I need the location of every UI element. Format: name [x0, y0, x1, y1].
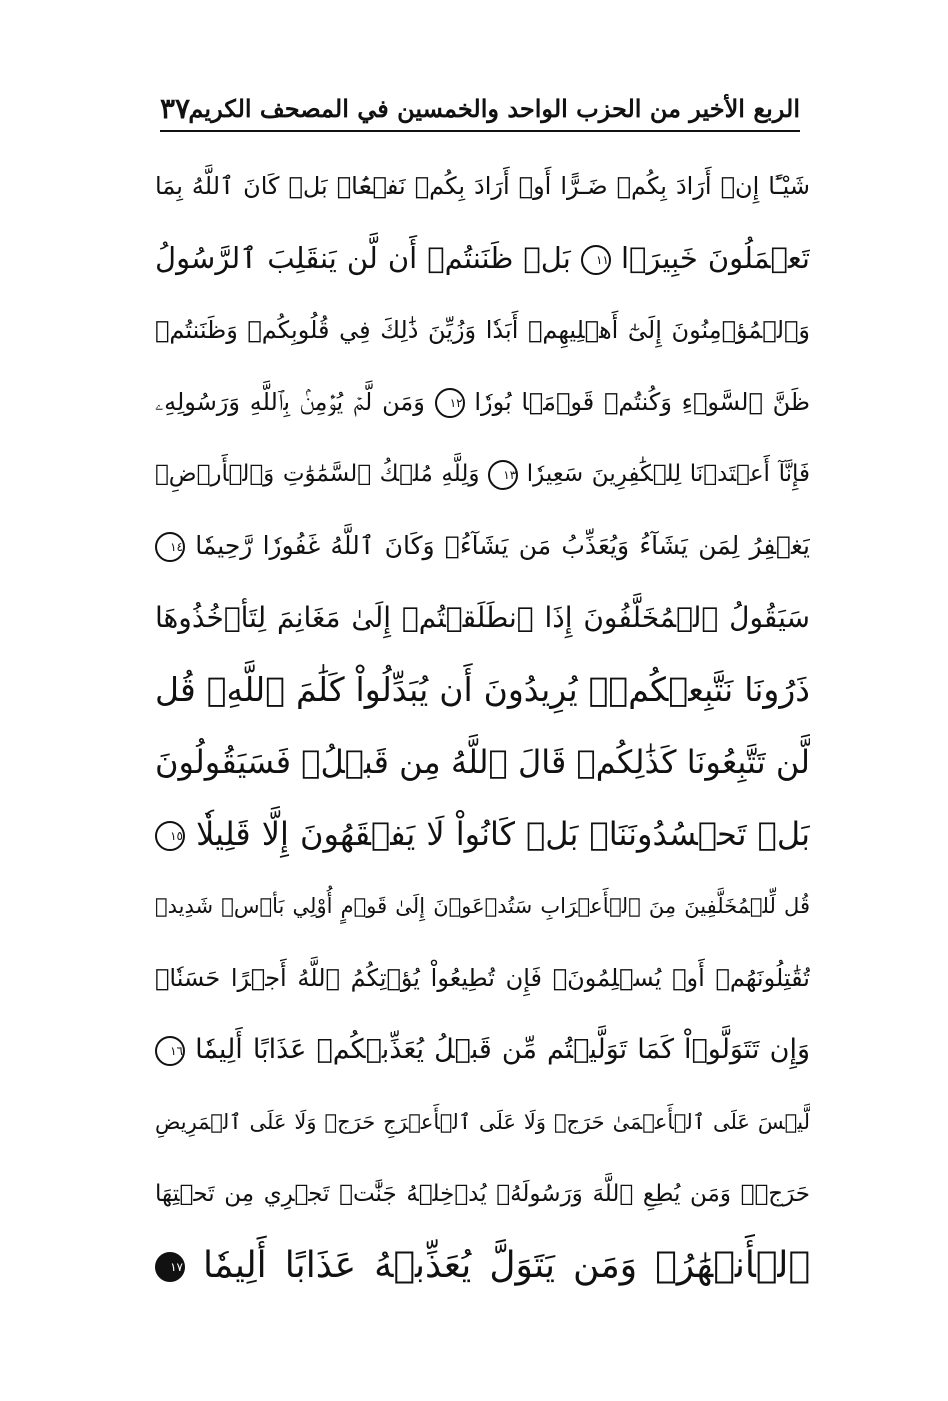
verse-text: وَمَن لَّمۡ يُؤۡمِنۢ بِٱللَّهِ وَرَسُولِهِۦ	[155, 388, 425, 416]
verse-text: وَٱلۡمُؤۡمِنُونَ إِلَىٰٓ أَهۡلِيهِمۡ أَبَدٗا وَزُيِّنَ ذَٰلِكَ فِي قُلُوبِكُمۡ وَظَنَنتُمۡ	[155, 316, 810, 344]
verse-line	[155, 294, 810, 366]
verse-line	[155, 150, 810, 222]
verse-text: ظَنَّ ٱلسَّوۡءِ وَكُنتُمۡ قَوۡمَۢا بُورٗا	[474, 388, 810, 416]
verse-line	[155, 222, 810, 294]
verse-text: شَيْـًٔا إِنۡ أَرَادَ بِكُمۡ ضَـرًّا أَوۡ أَرَادَ بِكُمۡ نَفۡعَۢاۚ بَلۡ كَانَ ٱللَّهُ بِمَا	[155, 172, 810, 200]
verse-line	[155, 510, 810, 582]
verse-line	[155, 366, 810, 438]
verse-line	[155, 1086, 810, 1158]
verse-text: تَعۡمَلُونَ خَبِيرَۢا	[620, 241, 810, 275]
quran-text-body	[155, 150, 810, 1302]
verse-line	[155, 1230, 810, 1302]
verse-text: بَلۡ ظَنَنتُمۡ أَن لَّن يَنقَلِبَ ٱلرَّسُولُ	[155, 241, 571, 275]
verse-text: حَرَجٞۗ وَمَن يُطِعِ ٱللَّهَ وَرَسُولَهُۥ يُدۡخِلۡهُ جَنَّٰتٖ تَجۡرِي مِن تَحۡتِهَا	[155, 1181, 810, 1207]
verse-line	[155, 870, 810, 942]
verse-text: ٱلۡأَنۡهَٰرُۖ وَمَن يَتَوَلَّ يُعَذِّبۡهُ عَذَابًا أَلِيمٗا	[203, 1245, 810, 1286]
verse-line	[155, 798, 810, 870]
ayah-number-marker: ١٥	[155, 821, 185, 851]
verse-line	[155, 654, 810, 726]
verse-text: بَلۡ تَحۡسُدُونَنَاۚ بَلۡ كَانُواْ لَا يَفۡقَهُونَ إِلَّا قَلِيلٗا	[196, 815, 810, 853]
verse-text: وَلِلَّهِ مُلۡكُ ٱلسَّمَٰوَٰتِ وَٱلۡأَرۡضِۚ	[155, 461, 480, 487]
ayah-number-marker: ١٤	[155, 532, 185, 562]
ayah-number-marker: ١١	[581, 245, 611, 275]
verse-text: لَّن تَتَّبِعُونَا كَذَٰلِكُمۡ قَالَ ٱللَّهُ مِن قَبۡلُۖ فَسَيَقُولُونَ	[155, 743, 810, 781]
verse-line	[155, 438, 810, 510]
ayah-number-marker: ١٢	[435, 388, 465, 418]
verse-text: قُل لِّلۡمُخَلَّفِينَ مِنَ ٱلۡأَعۡرَابِ سَتُدۡعَوۡنَ إِلَىٰ قَوۡمٍ أُوْلِي بَأۡسٖ شَدِيدٖ	[155, 894, 810, 918]
header-divider	[160, 130, 800, 132]
verse-text: يَغۡفِرُ لِمَن يَشَآءُ وَيُعَذِّبُ مَن يَشَآءُۚ وَكَانَ ٱللَّهُ غَفُورٗا رَّحِيمٗا	[195, 531, 810, 560]
verse-text: فَإِنَّآ أَعۡتَدۡنَا لِلۡكَٰفِرِينَ سَعِيرٗا	[526, 461, 810, 487]
verse-text: ذَرُونَا نَتَّبِعۡكُمۡۖ يُرِيدُونَ أَن يُبَدِّلُواْ كَلَٰمَ ٱللَّهِۚ قُل	[155, 670, 810, 709]
ayah-number-marker: ١٧	[155, 1252, 185, 1282]
ayah-number-marker: ١٣	[488, 460, 518, 490]
header-title: الربع الأخير من الحزب الواحد والخمسين في المصحف الكريم	[188, 94, 800, 123]
verse-text: لَّيۡسَ عَلَى ٱلۡأَعۡمَىٰ حَرَجٞ وَلَا عَلَى ٱلۡأَعۡرَجِ حَرَجٞ وَلَا عَلَى ٱلۡمَرِيضِ	[155, 1110, 810, 1134]
verse-line	[155, 942, 810, 1014]
verse-line	[155, 726, 810, 798]
page-number: ٣٧	[160, 92, 191, 125]
verse-text: سَيَقُولُ ٱلۡمُخَلَّفُونَ إِذَا ٱنطَلَقۡتُمۡ إِلَىٰ مَغَانِمَ لِتَأۡخُذُوهَا	[155, 601, 810, 634]
verse-line	[155, 582, 810, 654]
ayah-number-marker: ١٦	[155, 1036, 185, 1066]
verse-line	[155, 1158, 810, 1230]
verse-text: تُقَٰتِلُونَهُمۡ أَوۡ يُسۡلِمُونَۖ فَإِن تُطِيعُواْ يُؤۡتِكُمُ ٱللَّهُ أَجۡرًا حَسَنٗاۖ	[155, 964, 810, 992]
verse-text: وَإِن تَتَوَلَّوۡاْ كَمَا تَوَلَّيۡتُم مِّن قَبۡلُ يُعَذِّبۡكُمۡ عَذَابًا أَلِيمٗا	[195, 1034, 810, 1065]
page-header	[160, 92, 800, 130]
verse-line	[155, 1014, 810, 1086]
